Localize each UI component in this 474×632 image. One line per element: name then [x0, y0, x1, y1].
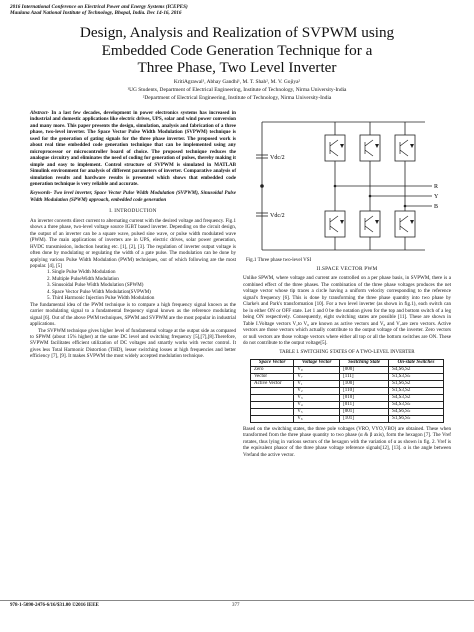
table-cell — [251, 401, 294, 408]
table-cell: [101] — [340, 415, 389, 422]
right-column — [243, 266, 451, 458]
table-cell — [251, 415, 294, 422]
table-row — [251, 408, 444, 415]
table-row — [251, 394, 444, 401]
keywords — [30, 190, 236, 203]
list-item: 5. Third Harmonic Injection Pulse Width Modulation — [52, 295, 236, 301]
abstract-text: In a last few decades, development in power electronics systems has increased in industrial and domestic applications like electric drives, UPS, solar and wind power conversion and many more. This paper presents the design, simulation, analysis and fabrication of a three phase, two-level inverter. The Space Vector Pulse Width Modulation (SVPWM) technique is used for the generation of gating signals for the three phase inverter. The proposed work is about real time embedded code generation technique that can be implemented using any microprocessor or microcontroller board of choice. The proposed technique reduces the analogue circuitry and eliminates the need of coding for generation of pulses, thereby making it simple and easy to implement. Control structure of SVPWM is simulated in MATLAB Simulink environment for analysis of different parameters of inverter. Comparative analysis of simulation results and hardware results is presented which shows that embedded code generation technique is very reliable and accurate. — [30, 110, 236, 187]
table-cell: Zero — [251, 366, 294, 373]
table-cell — [251, 394, 294, 401]
keywords-text: Two level inverter, Space Vector Pulse Width Modulation (SVPWM), Sinusoidal Pulse Width Modulation (SPWM) approach, embedded code generation — [30, 190, 236, 203]
table-row — [251, 380, 444, 387]
table-row — [251, 401, 444, 408]
list-item: 3. Sinusoidal Pulse Width Modulation (SPWM) — [52, 282, 236, 288]
table-cell: V₇ — [294, 373, 340, 380]
title-line-1: Design, Analysis and Realization of SVPWM using — [79, 24, 395, 41]
intro-paragraph-1: An inverter converts direct current to alternating current with the desired voltage and frequency. Fig.1 shows a three phase, two-level voltage source IGBT based inverter. Depending on the circuit design, the output of an inverter can be a square wave, pulsed sine wave, or pulse width modulated wave (PWM). The main applications of inverters are in UPS, electric drives, solar power generation, HVDC transmission, induction heating etc. [1], [2], [3]. The regulation of inverter output voltage is often done by modulating or regulating the width of a gate pulse. The modulation can be done by applying various Pulse Width Modulation (PWM) techniques, out of which following are the most popular. [4], [5] — [30, 217, 236, 269]
table-cell: S4,S6,S2 — [389, 366, 444, 373]
output-b-label: B — [434, 204, 439, 210]
keywords-label: Keywords- — [30, 190, 52, 197]
page-number: 377 — [232, 603, 240, 608]
table-cell: S4,S6,S5 — [389, 408, 444, 415]
table-row — [251, 387, 444, 394]
table-cell: V₃ — [294, 394, 340, 401]
table-cell: S1,S6,S5 — [389, 415, 444, 422]
inverter-circuit-figure — [240, 110, 450, 260]
table-cell: V₁ — [294, 380, 340, 387]
table-cell — [251, 408, 294, 415]
output-r-label: R — [434, 184, 439, 190]
switching-states-table — [250, 359, 444, 423]
output-y-label: Y — [434, 194, 439, 200]
figure-caption: Fig.1 Three phase two-level VSI — [246, 258, 312, 263]
table-cell: S1,S3,S5 — [389, 373, 444, 380]
table-row — [251, 373, 444, 380]
table-row — [251, 415, 444, 422]
vdc-bottom-label: Vdc/2 — [270, 213, 285, 219]
table-cell: S4,S3,S2 — [389, 394, 444, 401]
table-caption: TABLE I. SWITCHING STATES OF A TWO-LEVEL INVERTER — [279, 350, 415, 356]
table-header-cell: Switching State — [340, 359, 389, 366]
vdc-top-label: Vdc/2 — [270, 155, 285, 161]
conference-header — [10, 4, 310, 17]
title-line-3: Three Phase, Two Level Inverter — [137, 59, 337, 76]
section-heading-introduction: I. INTRODUCTION — [109, 208, 157, 215]
table-cell — [251, 387, 294, 394]
table-cell: V₆ — [294, 415, 340, 422]
title-line-2: Embedded Code Generation Technique for a — [101, 41, 373, 59]
list-item: 2. Multiple PulseWidth Modulation — [52, 276, 236, 282]
table-cell: V₀ — [294, 366, 340, 373]
author-block — [0, 78, 474, 102]
affiliation-1: ¹UG Students, Department of Electrical Engineering, Institute of Technology, Nirma University-India — [127, 87, 347, 93]
table-cell: V₂ — [294, 387, 340, 394]
table-cell: S4,S3,S5 — [389, 401, 444, 408]
table-header-row — [251, 359, 444, 366]
table-cell: [011] — [340, 401, 389, 408]
paper-title — [0, 24, 474, 77]
footer-isbn: 978-1-5090-2476-6/16/$31.00 ©2016 IEEE — [10, 603, 99, 608]
abstract — [30, 110, 236, 187]
footer-divider — [0, 600, 474, 601]
affiliation-2: ²Department of Electrical Engineering, Institute of Technology, Nirma University-India — [142, 95, 332, 101]
table-cell: Active Vector — [251, 380, 294, 387]
svpwm-paragraph-1: Unlike SPWM, where voltage and current are controlled on a per phase basis, in SVPWM, there is a combined effect of the three phases. The combination of the three phase voltages produces the net voltage vector whose tip traces a circle having a uniform velocity corresponding to the reference signal's frequency [6]. This is done by transforming the three phase quantity into two phase by Clarke's and Park's transformation [10]. For a two level inverter (as shown in fig.1), each switch can be in either ON or OFF state. Let 1 and 0 be the notation given for the top and bottom switch of a leg being ON respectively. Consequently, eight switching states are possible [11]. These are shown in Table I.Voltage vectors V₁to V₆ are known as active vectors and V₀ and V₇are zero vectors. Active vectors are those vectors which actually contribute to the output voltage of the inverter. Zero vectors or null vectors are those voltage vectors where either all top or all the bottom switches are ON. These do not contribute to the output voltage[5]. — [243, 275, 451, 346]
table-cell: Vector — [251, 373, 294, 380]
conference-line-1: 2016 International Conference on Electrical Power and Energy Systems (ICEPES) — [10, 4, 188, 10]
abstract-label: Abstract- — [30, 110, 50, 116]
table-header-cell: Voltage Vector — [294, 359, 340, 366]
table-cell: [111] — [340, 373, 389, 380]
table-cell: V₄ — [294, 401, 340, 408]
table-cell: [010] — [340, 394, 389, 401]
table-cell: [110] — [340, 387, 389, 394]
intro-paragraph-2: The fundamental idea of the PWM technique is to compare a high frequency signal known as the carrier modulating signal to a fundamental frequency signal known as the reference modulating signal [6]. Out of the above PWM techniques, SPWM and SVPWM are the most popular in industrial applications. — [30, 301, 236, 328]
list-item: 1. Single Pulse Width Modulation — [52, 269, 236, 275]
intro-paragraph-3: The SVPWM technique gives higher level of fundamental voltage at the output side as compared to SPWM (about 15% higher) at the same DC level and switching frequency [5],[7],[8].Therefore, SVPWM facilitates efficient utilization of DC voltages and smartly works with vector control. It gives less Total Harmonic Distortion (THD), lesser switching losses at high frequencies and better efficiency [7], [9]. It makes SVPWM the most widely accepted modulation technique. — [30, 327, 236, 360]
table-row — [251, 366, 444, 373]
author-names: KritiAgrawal¹, Abhay Gandhi¹, M. T. Shah², M. V. Gojiya² — [173, 79, 301, 85]
table-cell: S1,S3,S2 — [389, 387, 444, 394]
list-item: 4. Space Vector Pulse Width Modulation(SVPWM) — [52, 289, 236, 295]
table-cell: V₅ — [294, 408, 340, 415]
section-heading-svpwm: II.SPACE VECTOR PWM — [316, 266, 378, 272]
conference-line-2: Maulana Azad National Institute of Technology, Bhopal, India. Dec 14-16, 2016 — [10, 10, 182, 17]
svpwm-paragraph-2: Based on the switching states, the three pole voltages (VRO, VYO,VBO) are obtained. These when transformed from the three phase quantity to two phase (α & β axis), form the hexagon [7]. The Vref rotates, thus lying in various sectors of the hexagon with the variation of α as shown in fig. 2. Vref is the equivalent phasor of the three phase voltage reference signals[12], [13]. α is the angle between Vrefand the active vector. — [243, 425, 451, 458]
left-column — [30, 110, 236, 360]
table-header-cell: Space Vector — [251, 359, 294, 366]
table-cell: [001] — [340, 408, 389, 415]
table-cell: S1,S6,S2 — [389, 380, 444, 387]
table-cell: [000] — [340, 366, 389, 373]
pwm-technique-list — [30, 269, 236, 301]
table-cell: [100] — [340, 380, 389, 387]
table-header-cell: On-state Switches — [389, 359, 444, 366]
